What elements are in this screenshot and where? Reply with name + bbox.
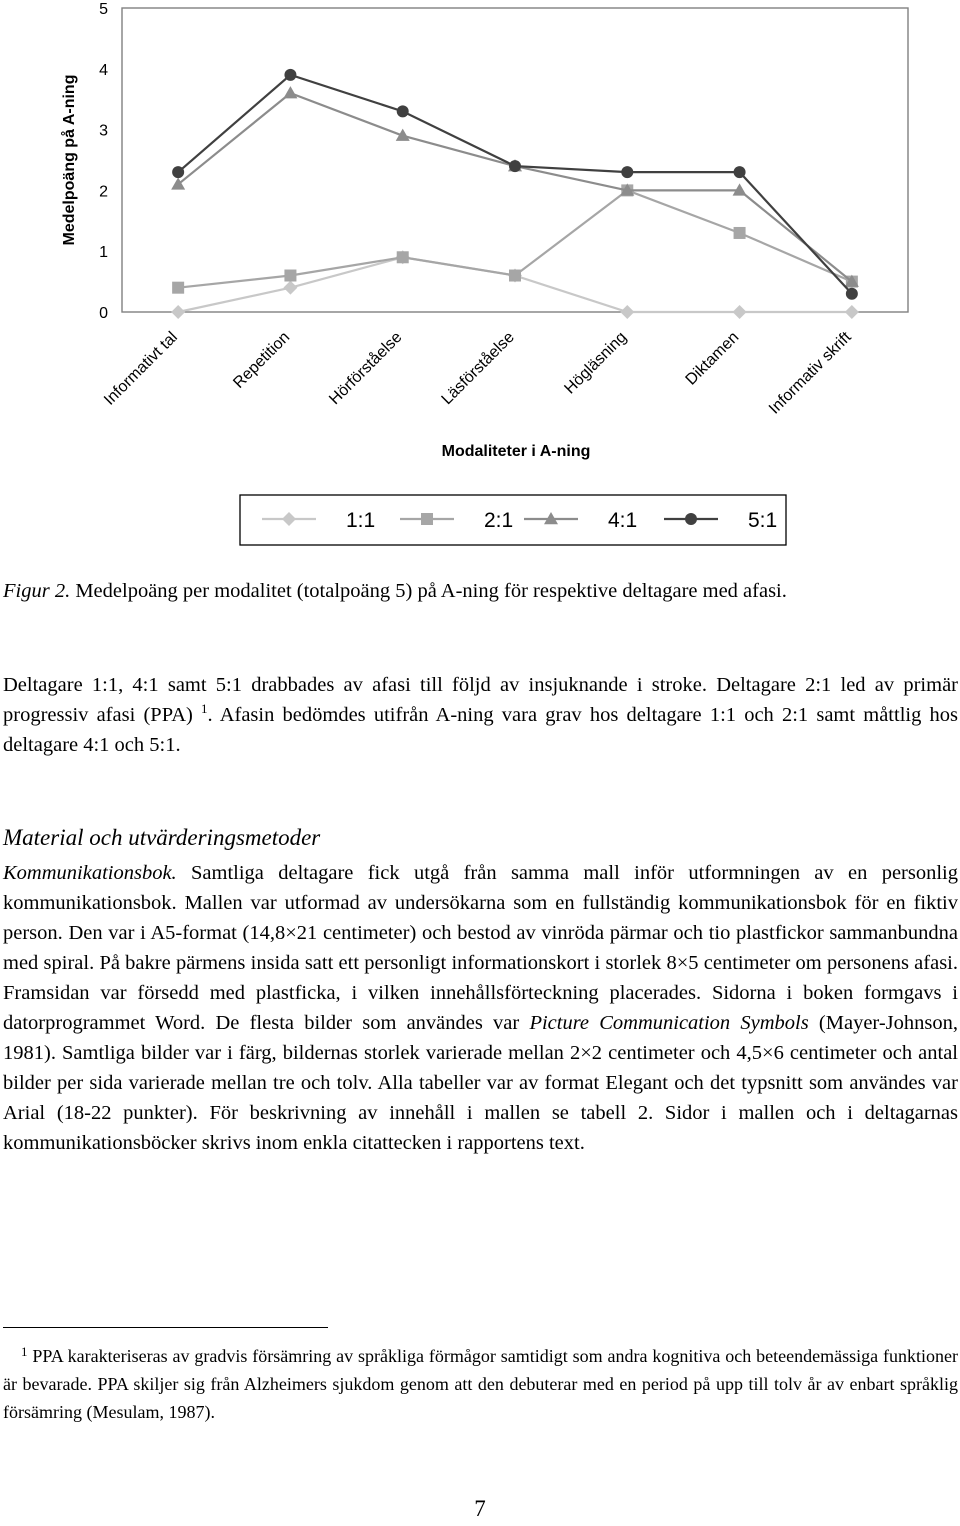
x-tick-label: Hörförståelse <box>326 328 406 409</box>
data-point <box>846 288 858 300</box>
data-point <box>172 282 184 294</box>
y-tick-label: 4 <box>99 61 108 79</box>
x-tick-label: Repetition <box>230 328 294 392</box>
footnote-text: PPA karakteriseras av gradvis försämring av språkliga förmågor samtidigt som andra kognitiva och beteendemässiga funktioner är bevarade. PPA skiljer sig från Alzheimers sjukdom genom att den debuterar med en period på upp till tolv år av enbart språklig försämring (Mesulam, 1987). <box>3 1346 958 1422</box>
data-point <box>283 86 297 98</box>
data-point <box>283 281 297 295</box>
data-point <box>621 166 633 178</box>
x-tick-label: Högläsning <box>561 328 631 398</box>
y-tick-label: 2 <box>99 183 108 201</box>
data-point <box>171 305 185 319</box>
legend-label: 5:1 <box>748 509 778 532</box>
series-5-1 <box>172 69 858 300</box>
data-point <box>620 305 634 319</box>
legend-label: 1:1 <box>346 509 376 532</box>
page-number: 7 <box>474 1496 486 1521</box>
legend-label: 2:1 <box>484 509 514 532</box>
series-layer <box>171 69 859 319</box>
series-4-1 <box>171 86 859 287</box>
paragraph-participants-text-a: Deltagare 1:1, 4:1 samt 5:1 drabbades av afasi till följd av insjuknande i stroke. Deltagare 2:1 led av primär progressiv afasi (PPA) <box>3 674 958 726</box>
y-tick-label: 1 <box>99 244 108 262</box>
data-point <box>397 105 409 117</box>
x-tick-label: Informativt tal <box>101 328 181 409</box>
y-axis-label: Medelpoäng på A-ning <box>61 74 78 246</box>
x-tick-label: Diktamen <box>682 328 743 389</box>
data-point <box>284 69 296 81</box>
caption-text: Medelpoäng per modalitet (totalpoäng 5) på A-ning för respektive deltagare med afasi. <box>70 580 787 602</box>
footnote-mark: 1 <box>21 1344 28 1359</box>
data-point <box>172 166 184 178</box>
series-2-1 <box>172 184 858 293</box>
footnote-divider <box>3 1327 328 1328</box>
figure-caption <box>3 576 958 606</box>
series-line <box>178 257 852 312</box>
section-heading: Material och utvärderingsmetoder <box>3 825 321 850</box>
footnote-ref: 1 <box>201 701 208 717</box>
legend-marker <box>421 513 433 525</box>
data-point <box>734 227 746 239</box>
x-tick-labels <box>101 328 855 417</box>
legend-marker <box>685 513 697 525</box>
data-point <box>284 270 296 282</box>
data-point <box>509 160 521 172</box>
paragraph-italic-title: Picture Communication Symbols <box>529 1012 809 1034</box>
caption-label: Figur 2. <box>3 580 71 602</box>
y-tick-label: 5 <box>99 1 108 18</box>
series-line <box>178 93 852 281</box>
paragraph-participants <box>3 670 958 760</box>
x-tick-label: Informativ skrift <box>765 328 855 418</box>
y-tick-label: 0 <box>99 305 108 322</box>
y-tick-labels <box>99 1 108 322</box>
data-point <box>509 270 521 282</box>
data-point <box>397 251 409 263</box>
paragraph-text-b: (Mayer-Johnson, 1981). Samtliga bilder var i färg, bildernas storlek varierade mellan 2×2 centimeter och 4,5×6 centimeter och antal bilder per sida varierade mellan tre och tolv. Alla tabeller var av format Elegant och det typsnitt som användes var Arial (18-22 punkter). För beskrivning av innehåll i mallen se tabell 2. Sidor i mallen och i deltagarnas kommunikationsböcker skrivs inom enkla citattecken i rapportens text. <box>3 1012 958 1154</box>
series-1-1 <box>171 250 859 319</box>
legend-label: 4:1 <box>608 509 638 532</box>
series-line <box>178 75 852 294</box>
paragraph-communication-book <box>3 858 958 1158</box>
data-point <box>845 305 859 319</box>
data-point <box>734 166 746 178</box>
x-axis-label: Modaliteter i A-ning <box>441 443 591 460</box>
footnote <box>3 1342 958 1426</box>
y-tick-label: 3 <box>99 122 108 140</box>
paragraph-text-a: Samtliga deltagare fick utgå från samma mall inför utformningen av en personlig kommunikationsbok. Mallen var utformad av undersökarna som en fullständig kommunikationsbok för en fiktiv person. Den var i A5-format (14,8×21 centimeter) och bestod av vinröda pärmar och tio plastfickor sammanbundna med spiral. På bakre pärmens insida satt ett personligt informationskort i storlek 8×5 centimeter om personens afasi. Framsidan var försedd med plastficka, i vilken innehållsförteckning placerades. Sidorna i boken formgavs i datorprogrammet Word. De flesta bilder som användes var <box>3 862 958 1034</box>
line-chart <box>0 0 960 560</box>
subsection-label: Kommunikationsbok. <box>3 862 177 884</box>
data-point <box>733 305 747 319</box>
paragraph-participants-text-b: . Afasin bedömdes utifrån A-ning vara grav hos deltagare 1:1 och 2:1 samt måttlig hos deltagare 4:1 och 5:1. <box>3 704 958 756</box>
x-tick-label: Läsförståelse <box>438 328 518 409</box>
